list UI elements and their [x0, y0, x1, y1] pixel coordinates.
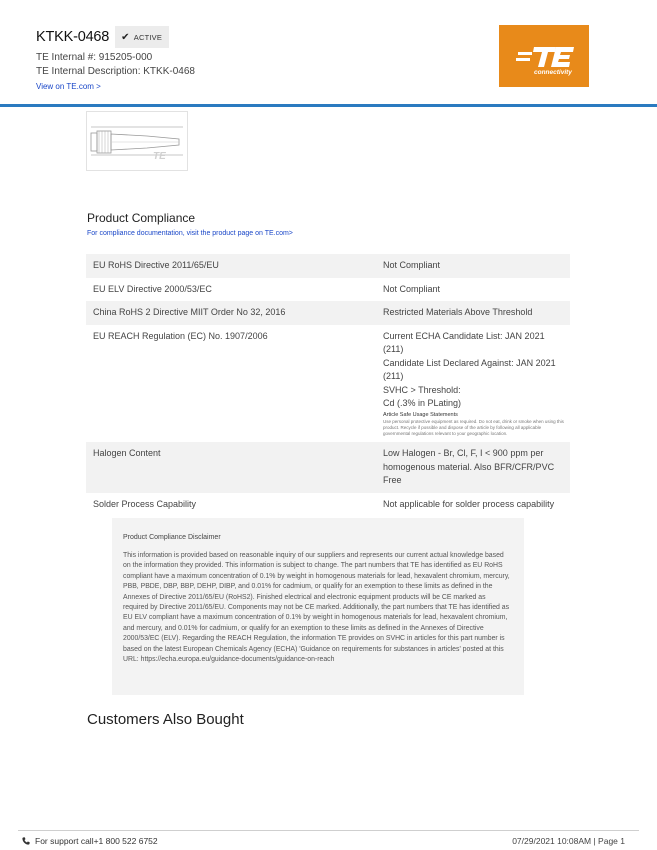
support-line	[22, 836, 158, 846]
compliance-value: Not Compliant	[383, 283, 441, 294]
compliance-value: Low Halogen - Br, Cl, F, I < 900 ppm per homogenous material. Also BFR/CFR/PVC Free	[383, 448, 555, 486]
table-row	[86, 493, 570, 517]
watermark-text: TE	[153, 151, 166, 162]
header-divider	[0, 104, 657, 107]
product-image	[86, 111, 188, 171]
support-phone-text: For support call+1 800 522 6752	[35, 836, 158, 846]
compliance-documentation-link[interactable]: For compliance documentation, visit the product page on TE.com>	[87, 230, 293, 237]
reach-line: (211)	[383, 371, 404, 381]
safe-use-title: Article Safe Usage Statements	[383, 411, 458, 418]
phone-icon	[22, 837, 30, 845]
reach-line: SVHC > Threshold:	[383, 384, 461, 395]
status-label: ACTIVE	[133, 32, 163, 42]
compliance-value: Not Compliant	[383, 260, 441, 270]
header	[0, 0, 657, 104]
compliance-disclaimer	[112, 518, 524, 695]
disclaimer-title: Product Compliance Disclaimer	[123, 534, 221, 541]
disclaimer-body: This information is provided based on reasonable inquiry of our suppliers and represents our current actual knowledge based on the information they provided. This information is subject to change. The part numbers that TE has identified as EU RoHS compliant have a maximum concentration of 0.1% by weight in homogenous materials for lead, hexavalent chromium, mercury, PBB, PBDE, DBP, BBP, DEHP, DIBP, and 0.01% for cadmium, or qualify for an exemption to these limits as defined in the Annexes of Directive 2011/65/EU (RoHS2). Finished electrical and electronic equipment products will be CE marked as required by Directive 2011/65/EU. Components may not be CE marked. Additionally, the part numbers that TE has identified as EU ELV compliant have a maximum concentration of 0.1% by weight in homogenous materials for lead, hexavalent chromium, and mercury, and 0.01% for cadmium, or qualify for an exemption to these limits as defined in the Annexes of Directive 2000/53/EC (ELV). Regarding the REACH Regulation, the information TE provides on SVHC in articles for this part number is based on the latest European Chemicals Agency (ECHA) 'Guidance on requirements for substances in articles' posted at this URL: https://echa.europa.eu/guidance-documents/guidance-on-reach	[123, 552, 510, 664]
date-page-label: 07/29/2021 10:08AM | Page 1	[512, 836, 625, 846]
view-on-te-link[interactable]: View on TE.com >	[36, 82, 101, 91]
compliance-label: China RoHS 2 Directive MIIT Order No 32, 2016	[93, 307, 286, 317]
te-logo-mark	[516, 43, 574, 69]
internal-description: TE Internal Description: KTKK-0468	[36, 66, 195, 77]
compliance-label: Halogen Content	[93, 448, 161, 459]
check-icon: ✔	[121, 31, 130, 43]
compliance-value: Not applicable for solder process capability	[383, 498, 555, 509]
part-title-row	[36, 26, 169, 48]
table-row	[86, 325, 570, 443]
te-connectivity-logo	[499, 25, 589, 87]
table-row	[86, 442, 570, 493]
compliance-label: EU REACH Regulation (EC) No. 1907/2006	[93, 330, 268, 341]
compliance-value: Restricted Materials Above Threshold	[383, 307, 533, 317]
reach-line: Candidate List Declared Against: JAN 2021	[383, 357, 556, 368]
compliance-label: EU ELV Directive 2000/53/EC	[93, 283, 212, 294]
safe-use-text: Use personal protective equipment as required. Do not eat, drink or smoke when using this product. Recycle if possible and dispose of the article by following all applicable governmental regulations relevant to your geographic location.	[383, 418, 564, 437]
table-row	[86, 254, 570, 278]
compliance-title: Product Compliance	[87, 211, 196, 225]
table-row	[86, 278, 570, 302]
reach-line: Current ECHA Candidate List: JAN 2021	[383, 330, 545, 341]
customers-also-bought-title: Customers Also Bought	[87, 711, 244, 728]
status-badge	[115, 26, 169, 48]
logo-tagline: connectivity	[534, 69, 572, 76]
product-drawing	[87, 112, 187, 170]
compliance-label: Solder Process Capability	[93, 498, 197, 509]
reach-line: (211)	[383, 344, 404, 354]
reach-line: Cd (.3% in PLating)	[383, 398, 462, 408]
internal-number: TE Internal #: 915205-000	[36, 52, 153, 63]
table-row	[86, 301, 570, 325]
compliance-value	[382, 325, 570, 443]
compliance-table	[86, 254, 570, 516]
part-number-title: KTKK-0468	[36, 29, 110, 45]
compliance-label: EU RoHS Directive 2011/65/EU	[93, 260, 219, 270]
footer-divider	[18, 830, 639, 831]
